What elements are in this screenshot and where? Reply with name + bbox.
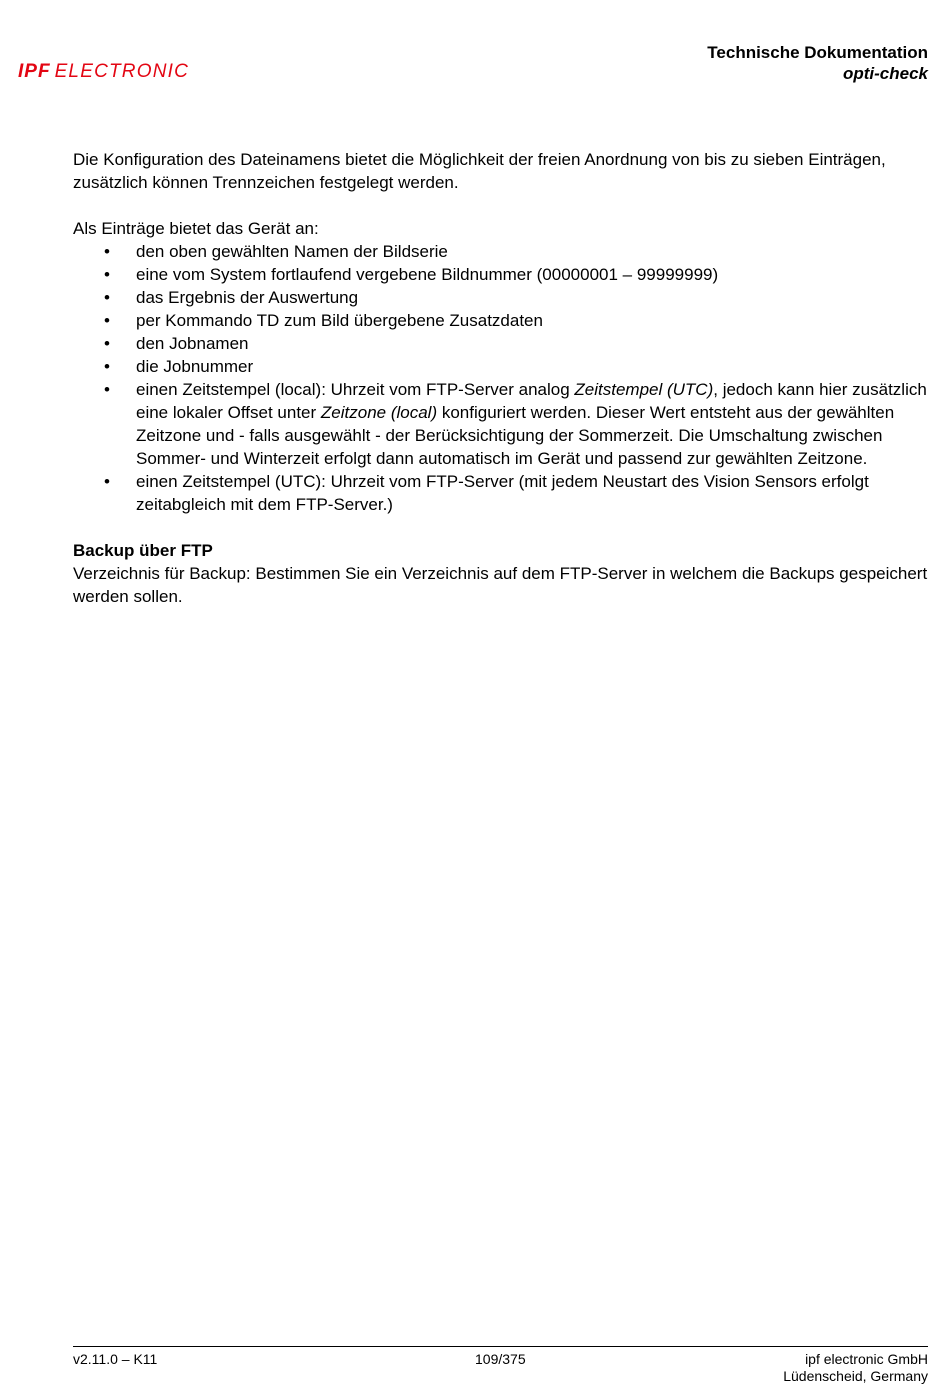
document-title: Technische Dokumentation — [707, 43, 928, 62]
backup-paragraph: Verzeichnis für Backup: Bestimmen Sie ein Verzeichnis auf dem FTP-Server in welchem die Backups gespeichert werden sollen. — [73, 564, 928, 606]
bullet-icon: • — [104, 334, 110, 353]
footer-company: ipf electronic GmbH — [805, 1351, 928, 1367]
footer-page-number: 109/375 — [475, 1351, 526, 1367]
local-ts-text-c: , jedoch kann hier zusätzlich eine lokaler Offset unter — [136, 380, 927, 422]
company-logo — [18, 60, 189, 84]
entries-heading: Als Einträge bietet das Gerät an: — [73, 219, 319, 238]
local-ts-ref-timezone: Zeitzone (local) — [320, 403, 438, 422]
spacer — [73, 194, 933, 217]
list-item — [73, 309, 933, 332]
document-header — [707, 42, 928, 84]
bullet-icon: • — [104, 380, 110, 399]
local-ts-text-e: konfiguriert werden. Dieser Wert entsteht aus der gewählten Zeitzone und - falls ausgewählt - der Berücksichtigung der Sommerzeit. Die Umschaltung zwischen Sommer- und Winterzeit erfolgt dann automatisch im Gerät und passend zur gewählten Zeitzone. — [136, 403, 895, 468]
entries-list — [73, 240, 933, 516]
intro-paragraph: Die Konfiguration des Dateinamens bietet die Möglichkeit der freien Anordnung von bis zu sieben Einträgen, zusätzlich können Trennzeichen festgelegt werden. — [73, 150, 886, 192]
list-item — [73, 355, 933, 378]
list-item-text: den Jobnamen — [136, 334, 249, 353]
list-item-local-timestamp — [73, 378, 933, 470]
document-subtitle: opti-check — [842, 64, 928, 83]
footer-location: Lüdenscheid, Germany — [783, 1368, 928, 1384]
list-item — [73, 240, 933, 263]
bullet-icon: • — [104, 357, 110, 376]
logo-ipf: IPF — [18, 61, 51, 82]
bullet-icon: • — [104, 472, 110, 491]
bullet-icon: • — [104, 242, 110, 261]
logo-electronic: ELECTRONIC — [54, 61, 190, 82]
list-item-text: den oben gewählten Namen der Bildserie — [136, 242, 448, 261]
footer-company-block — [783, 1351, 928, 1385]
footer-version: v2.11.0 – K11 — [73, 1351, 158, 1367]
backup-heading: Backup über FTP — [73, 541, 213, 560]
list-item-text: das Ergebnis der Auswertung — [136, 288, 359, 307]
list-item-text: per Kommando TD zum Bild übergebene Zusatzdaten — [136, 311, 543, 330]
list-item-text: eine vom System fortlaufend vergebene Bildnummer (00000001 – 99999999) — [136, 265, 719, 284]
bullet-icon: • — [104, 288, 110, 307]
local-ts-text-a: einen Zeitstempel (local): Uhrzeit vom FTP-Server analog — [136, 380, 575, 399]
footer-divider — [73, 1346, 928, 1347]
bullet-icon: • — [104, 311, 110, 330]
list-item — [73, 263, 933, 286]
local-ts-ref-utc: Zeitstempel (UTC) — [574, 380, 714, 399]
list-item-text: einen Zeitstempel (UTC): Uhrzeit vom FTP-Server (mit jedem Neustart des Vision Sensors erfolgt zeitabgleich mit dem FTP-Server.) — [136, 472, 869, 514]
bullet-icon: • — [104, 265, 110, 284]
list-item — [73, 332, 933, 355]
list-item-utc-timestamp — [73, 470, 933, 516]
list-item-text: die Jobnummer — [136, 357, 254, 376]
list-item — [73, 286, 933, 309]
spacer — [73, 516, 933, 539]
page-content — [73, 148, 933, 608]
